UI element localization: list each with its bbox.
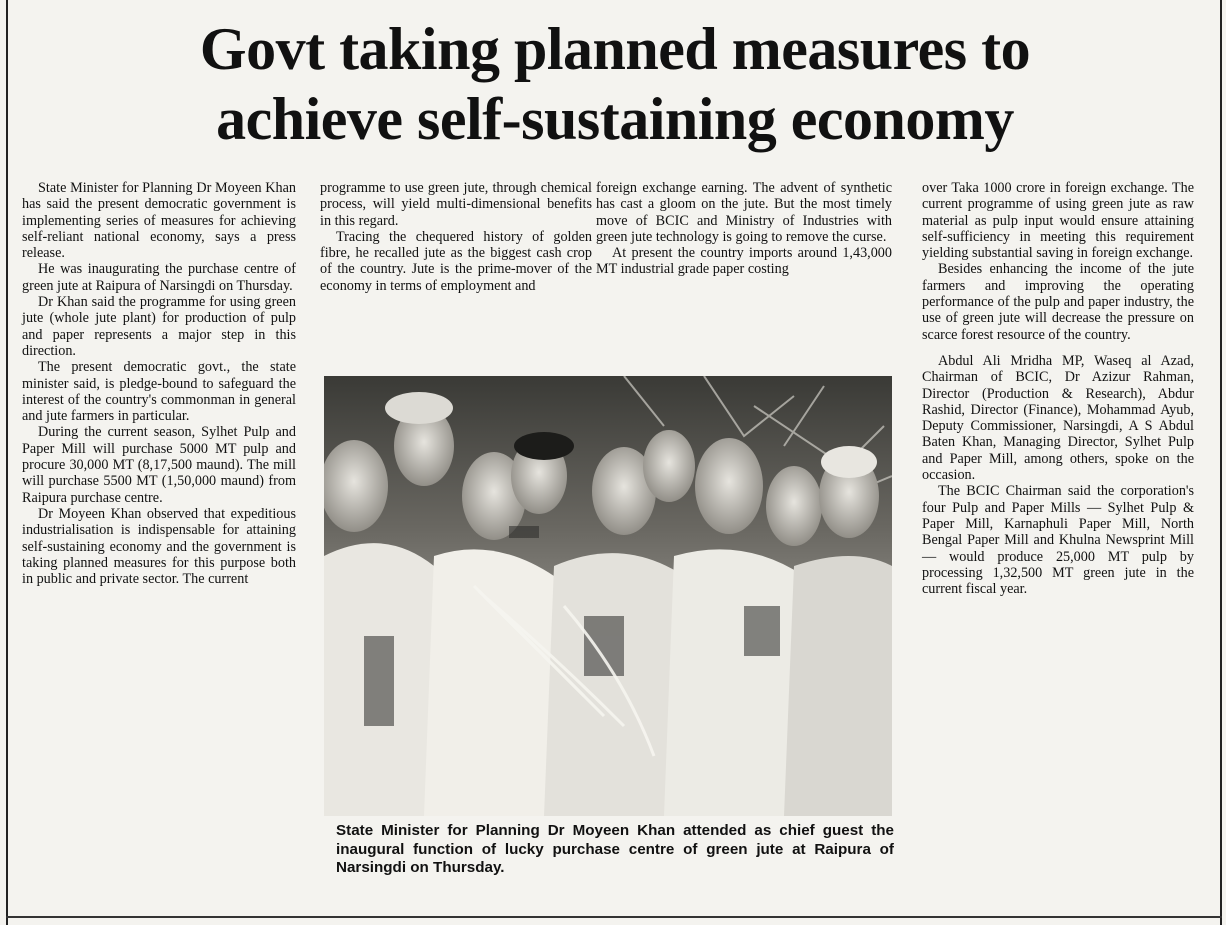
page-bottom-rule (6, 916, 1222, 918)
paragraph: The present democratic govt., the state minister said, is pledge-bound to safeguard the interest of the country's commonman in general and jute farmers in particular. (22, 359, 296, 425)
paragraph: He was inaugurating the purchase centre of green jute at Raipura of Narsingdi on Thursday. (22, 261, 296, 294)
article-headline (20, 14, 1210, 154)
paragraph: Tracing the chequered history of golden fibre, he recalled jute as the biggest cash crop of the country. Jute is the prime-mover of the economy in terms of employment and (320, 228, 592, 294)
article-column-3 (596, 180, 892, 278)
paragraph: At present the country imports around 1,43,000 MT industrial grade paper costing (596, 245, 892, 278)
paragraph: Abdul Ali Mridha MP, Waseq al Azad, Chairman of BCIC, Dr Azizur Rahman, Director (Production & Research), Abdur Rashid, Director (Finance), Mohammad Ayub, Deputy Commissioner, Narsingdi, A S Abdul Baten Khan, Managing Director, Sylhet Pulp and Paper Mill, among others, spoke on the occasion. (922, 352, 1194, 484)
paragraph: State Minister for Planning Dr Moyeen Khan has said the present democratic government is implementing series of measures for achieving self-reliant national economy, says a press release. (22, 180, 296, 262)
page-left-rule (6, 0, 8, 925)
page-right-rule (1220, 0, 1222, 925)
paragraph: During the current season, Sylhet Pulp and Paper Mill will purchase 5000 MT pulp and procure 30,000 MT (8,17,500 maund). The mill will purchase 5500 MT (1,50,000 maund) from Raipura purchase centre. (22, 424, 296, 506)
paragraph: foreign exchange earning. The advent of synthetic has cast a gloom on the jute. But the most timely move of BCIC and Ministry of Industries with green jute technology is going to remove the curse. (596, 180, 892, 245)
article-column-2 (320, 180, 592, 294)
paragraph: Besides enhancing the income of the jute farmers and improving the operating performance of the pulp and paper industry, the use of green jute will decrease the pressure on scarce forest resource of the country. (922, 261, 1194, 343)
headline-line-1: Govt taking planned measures to (199, 16, 1031, 82)
paragraph: Dr Khan said the programme for using green jute (whole jute plant) for production of pulp and paper represents a major step in this direction. (22, 294, 296, 359)
paragraph: over Taka 1000 crore in foreign exchange. The current programme of using green jute as raw material as pulp input would ensure attaining self-sufficiency in meeting this requirement yielding substantial saving in foreign exchange. (922, 180, 1194, 262)
paragraph: The BCIC Chairman said the corporation's four Pulp and Paper Mills — Sylhet Pulp & Paper Mill, Karnaphuli Paper Mill, North Bengal Paper Mill and Khulna Newsprint Mill — would produce 25,000 MT pulp by processing 1,32,500 MT green jute in the current fiscal year. (922, 483, 1194, 598)
paragraph: programme to use green jute, through chemical process, will yield multi-dimensional benefits in this regard. (320, 180, 592, 229)
photo-caption: State Minister for Planning Dr Moyeen Khan attended as chief guest the inaugural function of lucky purchase centre of green jute at Raipura of Narsingdi on Thursday. (336, 822, 894, 876)
article-column-4 (922, 180, 1194, 597)
article-column-1 (22, 180, 296, 587)
paragraph: Dr Moyeen Khan observed that expeditious industrialisation is indispensable for attaining self-sustaining economy and the government is taking planned measures for this purpose both in public and private sector. The current (22, 505, 296, 588)
news-photo (324, 376, 892, 816)
headline-line-2: achieve self-sustaining economy (216, 86, 1014, 152)
